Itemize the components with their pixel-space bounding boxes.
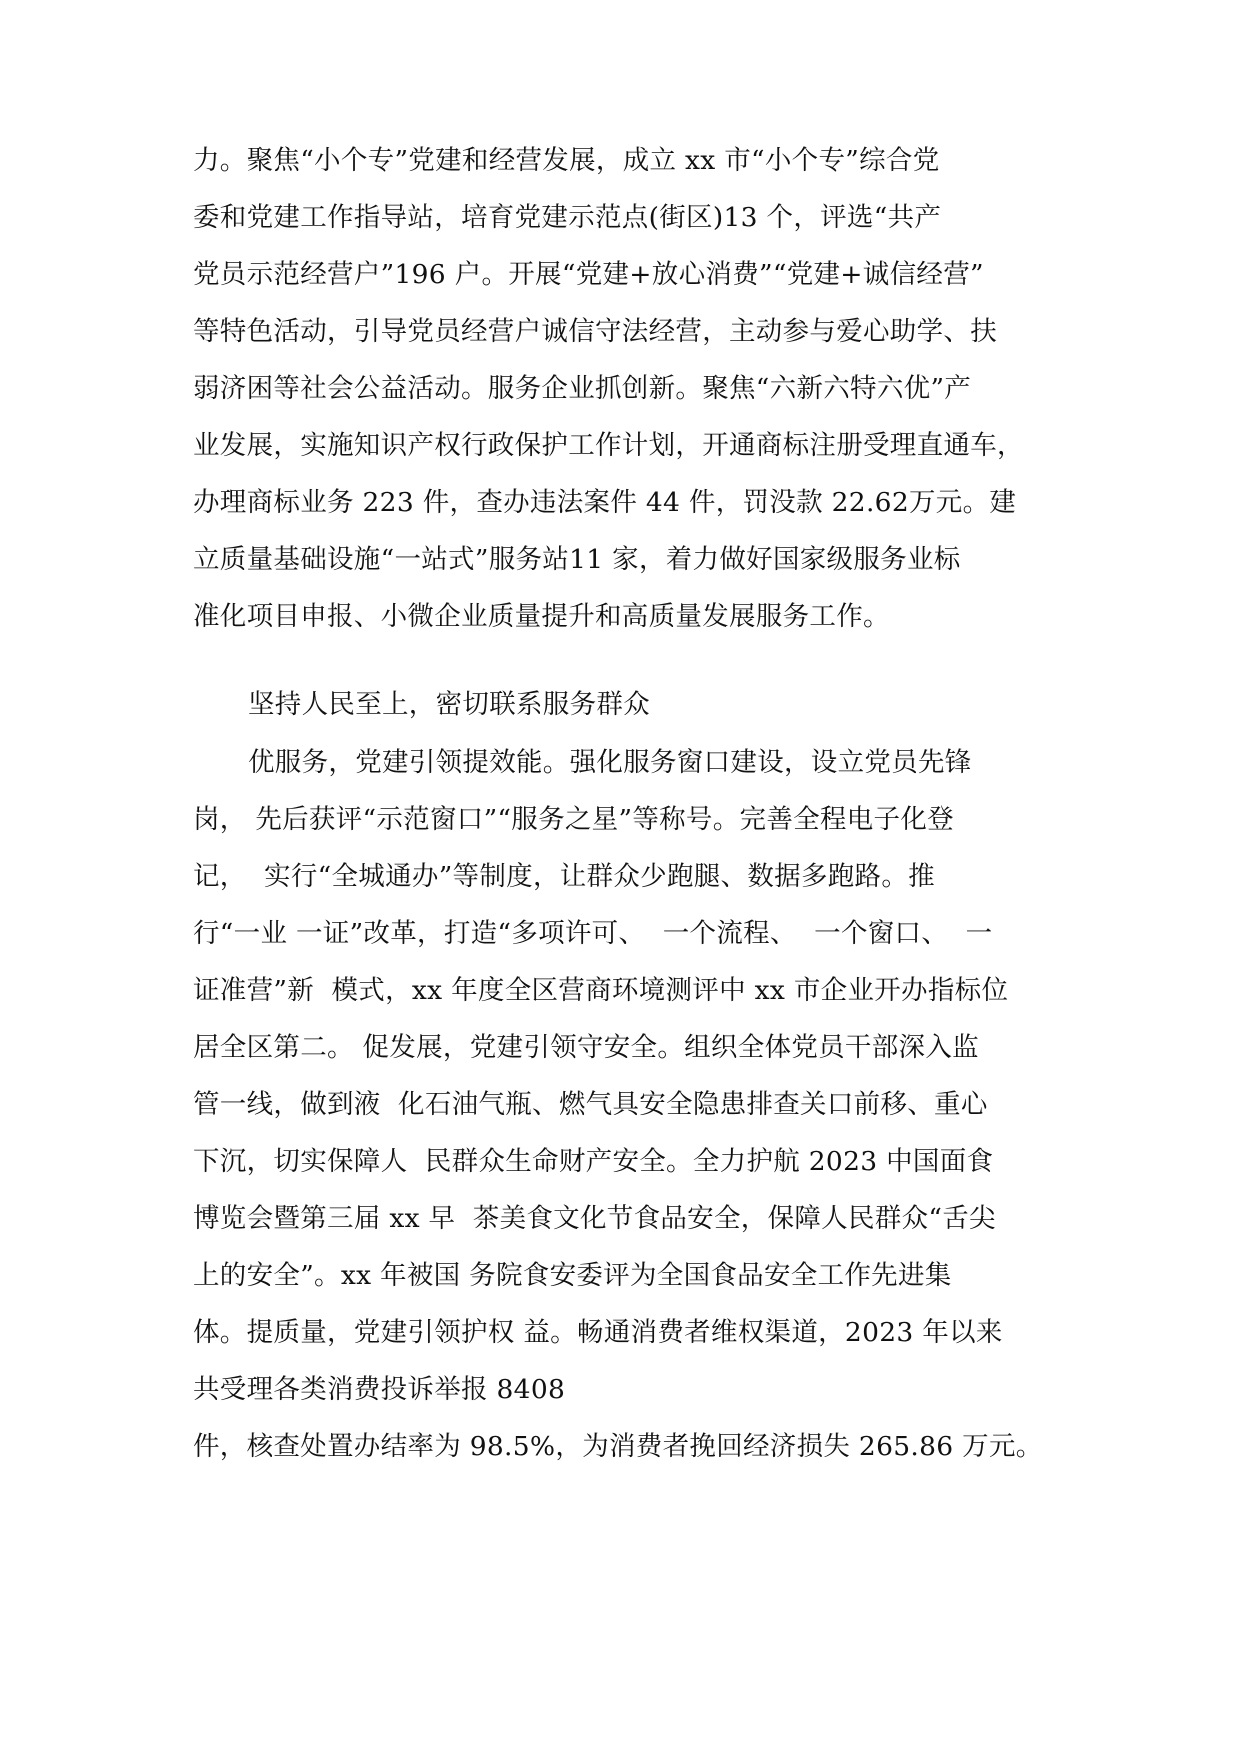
paragraph-line: 记， 实行“全城通办”等制度，让群众少跑腿、数据多跑路。推 (193, 861, 935, 892)
paragraph-line: 等特色活动，引导党员经营户诚信守法经营，主动参与爱心助学、扶 (193, 316, 997, 347)
paragraph-line: 办理商标业务 223 件，查办违法案件 44 件，罚没款 22.62万元。建 (193, 487, 1017, 518)
paragraph-line: 证准营”新 模式，xx 年度全区营商环境测评中 xx 市企业开办指标位 (193, 975, 1009, 1006)
paragraph-line: 党员示范经营户”196 户。开展“党建+放心消费”“党建+诚信经营” (193, 259, 984, 290)
paragraph-line: 委和党建工作指导站，培育党建示范点(街区)13 个，评选“共产 (193, 202, 942, 233)
paragraph-line: 准化项目申报、小微企业质量提升和高质量发展服务工作。 (193, 601, 890, 632)
paragraph-line: 居全区第二。 促发展，党建引领守安全。组织全体党员干部深入监 (193, 1032, 979, 1063)
paragraph-line: 共受理各类消费投诉举报 8408 (193, 1374, 566, 1405)
paragraph-line: 下沉，切实保障人 民群众生命财产安全。全力护航 2023 中国面食 (193, 1146, 994, 1177)
paragraph-line: 业发展，实施知识产权行政保护工作计划，开通商标注册受理直通车， (193, 430, 1024, 461)
paragraph-line: 件，核查处置办结率为 98.5%，为消费者挽回经济损失 265.86 万元。 (193, 1431, 1043, 1462)
paragraph-line: 体。提质量，党建引领护权 益。畅通消费者维权渠道，2023 年以来 (193, 1317, 1003, 1348)
paragraph-line: 优服务，党建引领提效能。强化服务窗口建设，设立党员先锋 (248, 747, 972, 778)
paragraph-line: 力。聚焦“小个专”党建和经营发展，成立 xx 市“小个专”综合党 (193, 145, 940, 176)
paragraph-line: 立质量基础设施“一站式”服务站11 家，着力做好国家级服务业标 (193, 544, 961, 575)
section-heading: 坚持人民至上，密切联系服务群众 (248, 689, 650, 720)
paragraph-line: 弱济困等社会公益活动。服务企业抓创新。聚焦“六新六特六优”产 (193, 373, 972, 404)
paragraph-line: 行“一业 一证”改革，打造“多项许可、 一个流程、 一个窗口、 一 (193, 918, 993, 949)
paragraph-line: 博览会暨第三届 xx 早 茶美食文化节食品安全，保障人民群众“舌尖 (193, 1203, 996, 1234)
paragraph-line: 岗， 先后获评“示范窗口”“服务之星”等称号。完善全程电子化登 (193, 804, 954, 835)
paragraph-line: 上的安全”。xx 年被国 务院食安委评为全国食品安全工作先进集 (193, 1260, 952, 1291)
paragraph-line: 管一线，做到液 化石油气瓶、燃气具安全隐患排查关口前移、重心 (193, 1089, 988, 1120)
